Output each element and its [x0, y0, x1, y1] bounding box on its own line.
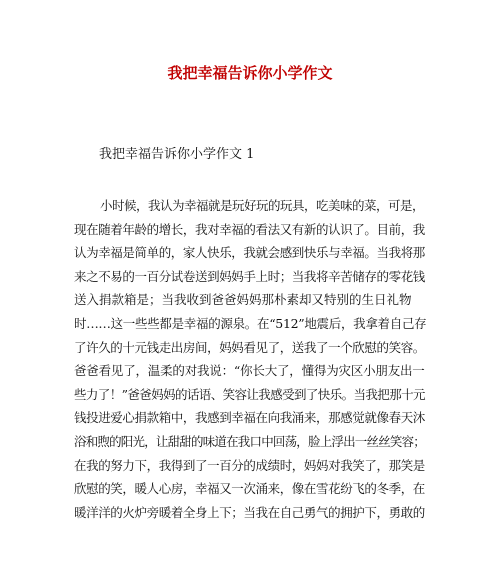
- body-paragraph: [74, 194, 426, 524]
- paragraph-line: 爸爸看见了，温柔的对我说：“你长大了，懂得为灾区小朋友出一: [74, 363, 425, 379]
- document-subtitle: 我把幸福告诉你小学作文 1: [99, 147, 255, 162]
- document-title: 我把幸福告诉你小学作文: [167, 64, 333, 82]
- paragraph-line: 在我的努力下，我得到了一百分的成绩时，妈妈对我笑了，那笑是: [74, 457, 425, 473]
- paragraph-line: 送入捐款箱是；当我收到爸爸妈妈那朴素却又特别的生日礼物: [74, 292, 412, 308]
- paragraph-line: 浴和煦的阳光，让甜甜的味道在我口中回荡，脸上浮出一丝丝笑容；: [74, 433, 426, 449]
- paragraph-line: 钱投进爱心捐款箱中，我感到幸福在向我涌来，那感觉就像春天沐: [74, 410, 425, 426]
- paragraph-line: 现在随着年龄的增长，我对幸福的看法又有新的认识了。目前，我: [74, 221, 425, 237]
- paragraph-line: 来之不易的一百分试卷送到妈妈手上时；当我将辛苦储存的零花钱: [74, 268, 425, 284]
- paragraph-line: 暖洋洋的火炉旁暖着全身上下；当我在自己勇气的拥护下，勇敢的: [74, 504, 425, 520]
- paragraph-line: 些力了！”爸爸妈妈的话语、笑容让我感受到了快乐。当我把那十元: [74, 386, 425, 402]
- paragraph-line: 时……这一些些都是幸福的源泉。在“512”地震后，我拿着自己存: [74, 315, 427, 331]
- paragraph-line: 欣慰的笑，暖人心房，幸福又一次涌来，像在雪花纷飞的冬季，在: [74, 481, 425, 497]
- paragraph-line: 了许久的十元钱走出房间，妈妈看见了，送我了一个欣慰的笑容。: [74, 339, 425, 355]
- paragraph-line: 认为幸福是简单的，家人快乐，我就会感到快乐与幸福。当我将那: [74, 245, 425, 261]
- paragraph-line: 小时候，我认为幸福就是玩好玩的玩具，吃美味的菜，可是，: [100, 198, 425, 213]
